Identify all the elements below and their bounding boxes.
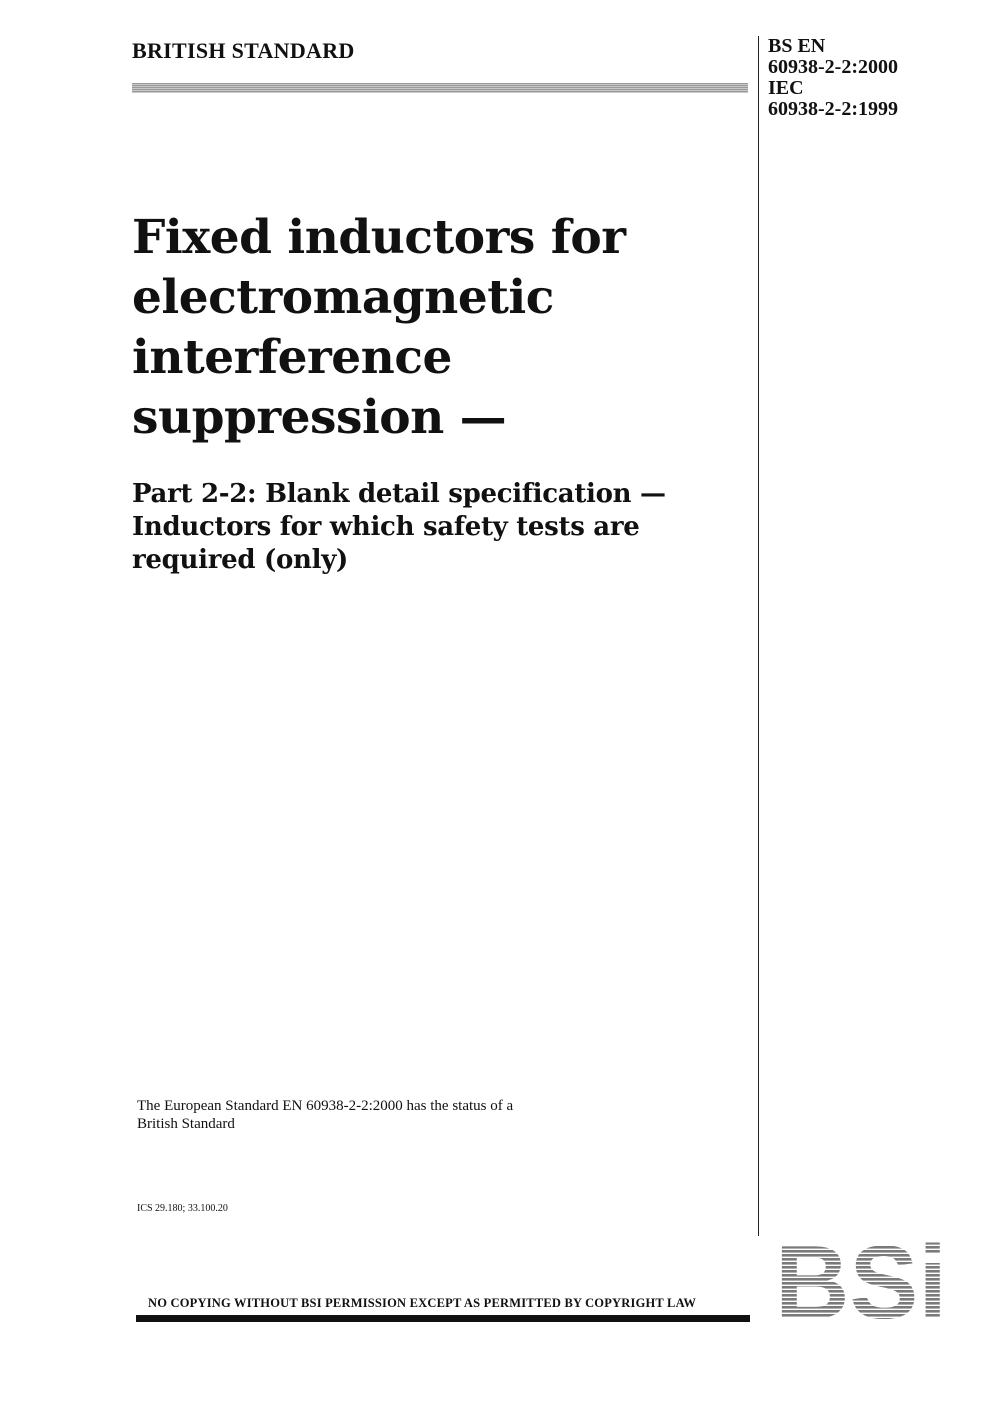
header-rule (132, 83, 748, 93)
subtitle-line: Inductors for which safety tests are (132, 512, 640, 542)
title-line: suppression — (132, 390, 507, 445)
title-line: Fixed inductors for (132, 210, 626, 265)
status-note (137, 1097, 513, 1133)
header-label: BRITISH STANDARD (132, 38, 355, 63)
status-line: British Standard (137, 1116, 235, 1132)
reference-line: 60938-2-2:2000 (768, 56, 898, 78)
bsi-logo-icon (774, 1238, 948, 1320)
footer-rule (136, 1315, 750, 1322)
copyright-notice: NO COPYING WITHOUT BSI PERMISSION EXCEPT AS PERMITTED BY COPYRIGHT LAW (148, 1296, 697, 1310)
subtitle-line: required (only) (132, 545, 349, 575)
status-line: The European Standard EN 60938-2-2:2000 has the status of a (137, 1098, 514, 1114)
subtitle-line: Part 2-2: Blank detail specification — (132, 479, 666, 509)
document-title (132, 208, 732, 448)
title-line: electromagnetic (132, 270, 554, 325)
reference-line: BS EN (768, 35, 826, 57)
standard-reference (768, 36, 898, 120)
vertical-divider (758, 36, 759, 1236)
reference-line: 60938-2-2:1999 (768, 98, 898, 120)
title-line: interference (132, 330, 452, 385)
document-subtitle (132, 478, 742, 577)
ics-codes: ICS 29.180; 33.100.20 (137, 1203, 228, 1214)
reference-line: IEC (768, 77, 804, 99)
